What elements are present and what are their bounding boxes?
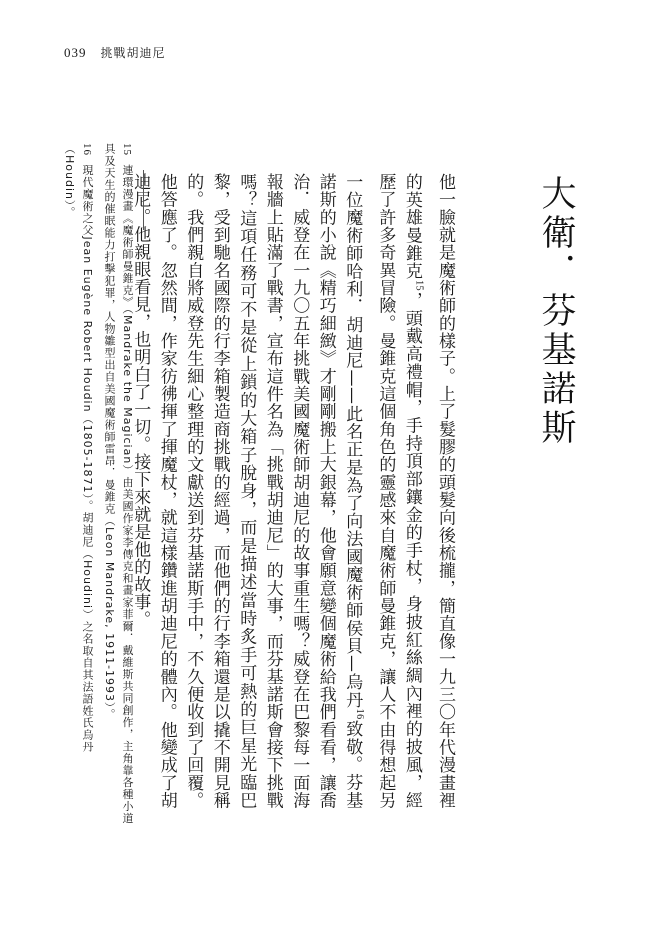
footnote-number: 15 <box>121 143 133 156</box>
body-text-part-2: ，頭戴高禮帽，手持頂部鑲金的手杖，身披紅絲綢內裡的披風，經歷了許多奇異冒險。曼錐克這個角色的靈感來自魔術師曼錐克，讓人不由得想起另一位魔術師哈利．胡迪尼——此名正是為了向法國魔術師侯貝—烏丹 <box>342 173 422 810</box>
running-header <box>64 44 166 61</box>
footnote-ref-16[interactable]: 16 <box>353 708 365 720</box>
footnote-16 <box>60 143 96 827</box>
running-title: 挑戰胡迪尼 <box>100 46 166 60</box>
footnotes <box>64 143 136 827</box>
footnote-text: 連環漫畫《魔術師曼錐克》（Mandrake the Magician）由美國作家李傳克和畫家菲爾．戴維斯共同創作，主角靠各種小道具及天生的催眠能力打擊犯罪，人物雛型出自美國魔術師雷昂．曼錐克（Leon Mandrake, 1911-1993）。 <box>103 143 134 825</box>
chapter-title: 大衛．芬基諾斯 <box>536 175 576 448</box>
footnote-divider <box>143 170 145 230</box>
footnote-number: 16 <box>81 143 93 156</box>
body-paragraph <box>130 173 458 810</box>
body-text-part-1: 他一臉就是魔術師的樣子。上了髮膠的頭髮向後梳攏，簡直像一九三〇年代漫畫裡的英雄曼錐克 <box>401 173 455 809</box>
body-text-part-3: 致敬。芬基諾斯的小說《精巧細緻》才剛剛搬上大銀幕，他會願意變個魔術給我們看看，讓喬治．威登在一九〇五年挑戰美國魔術師胡迪尼的故事重生嗎？威登在巴黎每一面海報牆上貼滿了戰書，宣布這件名為「挑戰胡迪尼」的大事，而芬基諾斯會接下挑戰嗎？這項任務可不是從上鎖的大箱子脫身，而是描述當時炙手可熱的巨星光臨巴黎，受到馳名國際的行李箱製造商挑戰的經過，而他們的行李箱還是以撬不開見稱的。我們親自將威登先生細心整理的文獻送到芬基諾斯手中，不久便收到了回覆。他答應了。忽然間，作家彷彿揮了揮魔杖，就這樣鑽進胡迪尼的體內。他變成了胡迪尼。他親眼看見，也明白了一切。接下來就是他的故事。 <box>130 173 363 810</box>
footnote-15 <box>100 143 136 827</box>
footnote-text: 現代魔術之父Jean Eugène Robert Houdin（1805-1871）。胡迪尼（Houdini）之名取自其法語姓氏烏丹（Houdin）。 <box>63 143 94 754</box>
footnote-ref-15[interactable]: 15 <box>413 280 425 292</box>
page-number: 039 <box>64 45 87 60</box>
